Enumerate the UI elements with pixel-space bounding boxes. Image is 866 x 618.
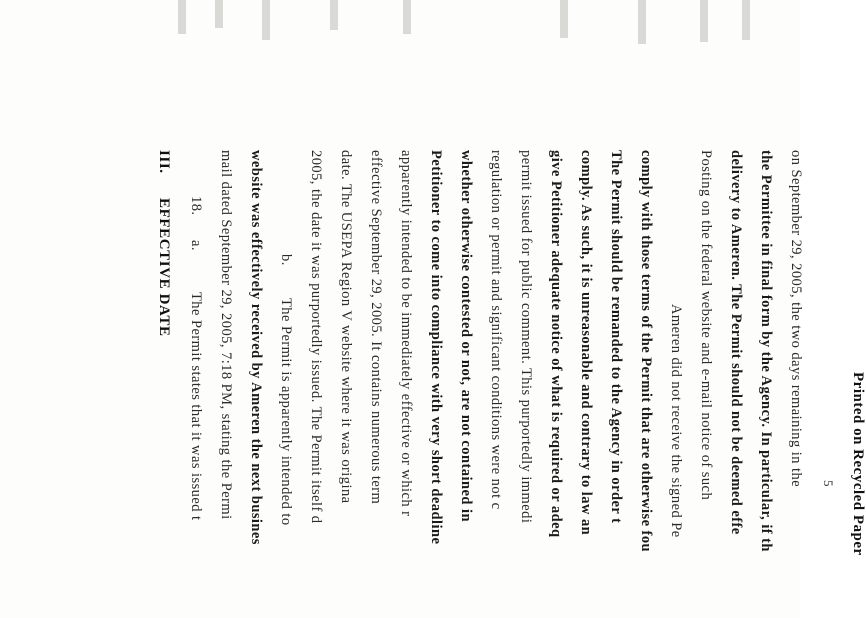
text-line: Posting on the federal website and e-mail notice of such (698, 150, 714, 501)
text-line: regulation or permit and significant conditions were not c (488, 150, 504, 510)
text-line: website was effectively received by Ameren the next busines (248, 150, 264, 545)
text-line: effective September 29, 2005. It contains numerous term (368, 150, 384, 505)
text-line: 2005, the date it was purportedly issued. The Permit itself d (308, 150, 324, 524)
text-line: Ameren did not receive the signed Pe (668, 304, 684, 538)
text-line: The Permit should be remanded to the Agency in order t (608, 150, 624, 524)
section-number: III. (156, 150, 172, 174)
text-line: The Permit is apparently intended to (278, 298, 294, 526)
text-line: comply with those terms of the Permit that are otherwise fou (638, 150, 654, 553)
text-line: give Petitioner adequate notice of what is required or adeq (548, 150, 564, 538)
text-line: The Permit states that it was issued t (188, 292, 204, 521)
text-line: the Permittee in final form by the Agency. In particular, if th (758, 150, 774, 552)
text-line: apparently intended to be immediately effective or which r (398, 150, 414, 517)
text-line: mail dated September 29, 2005, 7:18 PM, stating the Permi (218, 150, 234, 520)
subparagraph-a: a. (188, 240, 204, 251)
subparagraph-b: b. (278, 254, 294, 266)
text-line: delivery to Ameren. The Permit should not be deemed effe (728, 150, 744, 535)
text-line: whether otherwise contested or not, are not contained in (458, 150, 474, 522)
text-line: on September 29, 2005, the two days remaining in the (788, 150, 804, 488)
text-line: comply. As such, it is unreasonable and contrary to law an (578, 150, 594, 536)
section-title: EFFECTIVE DATE (156, 198, 172, 337)
footer-text: Printed on Recycled Paper (850, 372, 866, 556)
text-line: date. The USEPA Region V website where it was origina (338, 150, 354, 504)
text-line: Petitioner to come into compliance with very short deadline (428, 150, 444, 545)
paragraph-number: 18. (188, 196, 204, 216)
page-number: 5 (821, 480, 836, 487)
text-line: permit issued for public comment. This purportedly immedi (518, 150, 534, 524)
